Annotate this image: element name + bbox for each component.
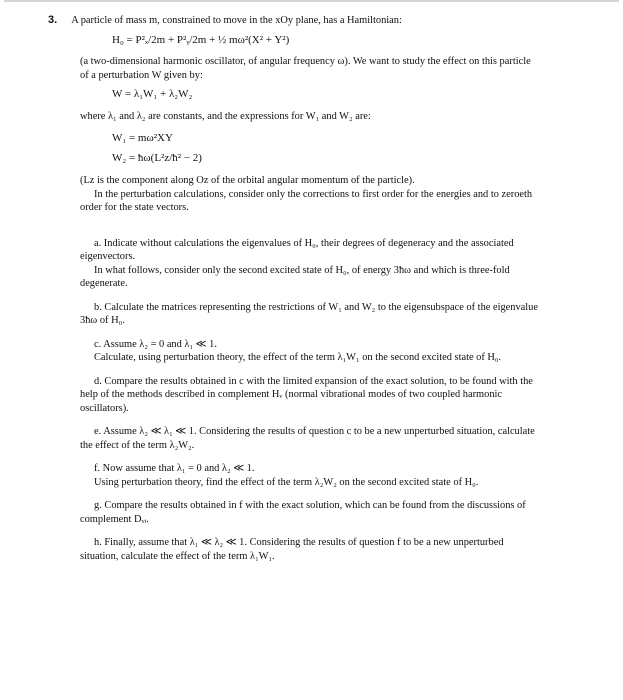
page-top-rule [4,0,619,2]
question-f-body: Using perturbation theory, find the effect of the term λ₂W₂ on the second excited state of H₀. [94,476,479,488]
w-definitions [112,128,538,168]
question-e: e. Assume λ₂ ≪ λ₁ ≪ 1. Considering the results of question c to be a new unperturbed situation, calculate the effect of the term λ₂W₂. [80,426,535,451]
constants-description: where λ₁ and λ₂ are constants, and the expressions for W₁ and W₂ are: [80,110,371,122]
question-a: a. Indicate without calculations the eigenvalues of H₀, their degrees of degeneracy and the associated eigenvectors. [80,237,514,262]
question-c-body: Calculate, using perturbation theory, the effect of the term λ₁W₁ on the second excited state of H₀. [94,352,502,363]
perturbation-equation: W = λ₁W₁ + λ₂W₂ [112,88,193,100]
lz-definition: (Lz is the component along Oz of the orbital angular momentum of the particle). [80,175,415,186]
w1-equation: W₁ = mω²XY [112,132,173,144]
w2-equation: W₂ = ħω(L²z/ħ² − 2) [112,152,202,164]
hamiltonian-equation: H₀ = P²ₓ/2m + P²ᵧ/2m + ½ mω²(X² + Y²) [112,33,290,46]
question-g: g. Compare the results obtained in f with the exact solution, which can be found from the discussions of complement Dᵥᵢ. [80,500,526,525]
question-d: d. Compare the results obtained in c with the limited expansion of the exact solution, to be found with the help of the methods described in complement Hᵥ (normal vibrational modes of two coupled harmonic oscillators). [80,375,533,414]
question-c: c. Assume λ₂ = 0 and λ₁ ≪ 1. [94,338,217,350]
problem-intro: A particle of mass m, constrained to move in the xOy plane, has a Hamiltonian: [71,15,402,26]
question-h: h. Finally, assume that λ₁ ≪ λ₂ ≪ 1. Considering the results of question f to be a new unperturbed situation, calculate the effect of the term λ₁W₁. [80,537,504,562]
question-f: f. Now assume that λ₁ = 0 and λ₂ ≪ 1. [94,463,255,474]
perturbation-instructions: In the perturbation calculations, consider only the corrections to first order for the energies and to zeroeth order for the state vectors. [80,188,533,213]
question-b: b. Calculate the matrices representing the restrictions of W₁ and W₂ to the eigensubspace of the eigenvalue 3ħω of H₀. [80,301,538,326]
problem-heading [48,14,538,28]
problem-page [48,14,538,563]
oscillator-description: (a two-dimensional harmonic oscillator, of angular frequency ω). We want to study the effect on this particle of a perturbation W given by: [80,56,531,81]
question-a-note: In what follows, consider only the second excited state of H₀, of energy 3ħω and which is three-fold degenerate. [80,264,510,289]
problem-number: 3. [48,14,58,26]
